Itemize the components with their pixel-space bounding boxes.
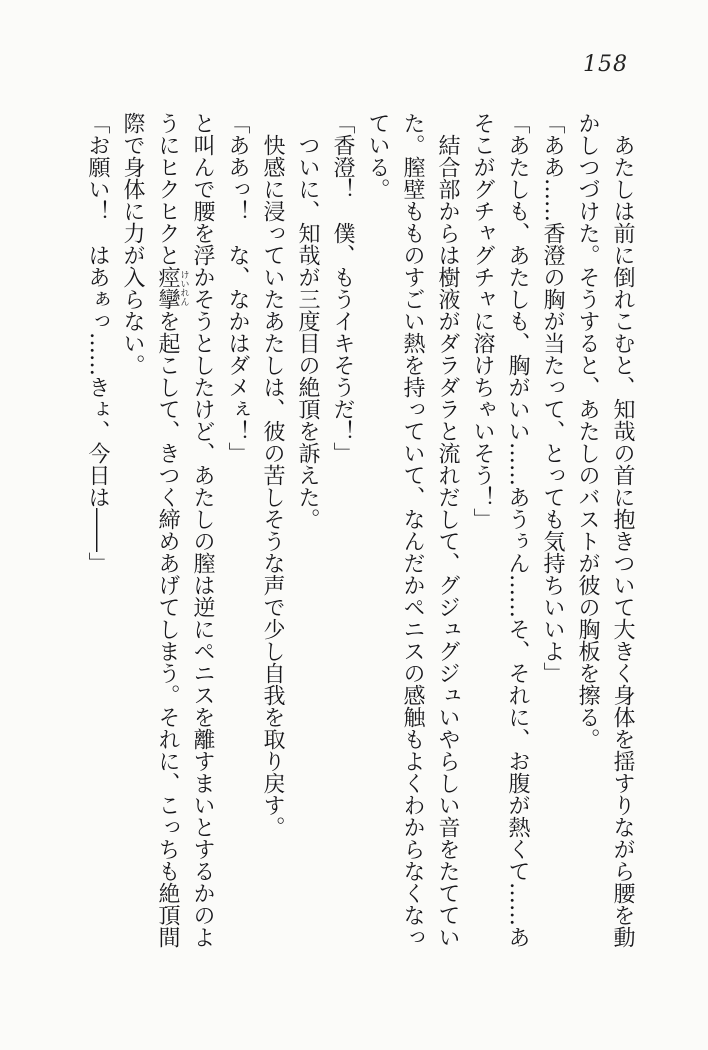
paragraph-narration-4: 快感に浸っていたあたしは、彼の苦しそうな声で少し自我を取り戻す。 xyxy=(260,134,285,838)
page-number: 158 xyxy=(583,52,628,77)
paragraph-dialogue-2: 「あたしも、あたしも、胸がいい……あうぅん……そ、それに、お腹が熱くて……あそこがグチャグチャに溶けちゃいそう！」 xyxy=(470,112,530,948)
paragraph-narration-2: 結合部からは樹液がダラダラと流れだして、グジュグジュいやらしい音をたてていた。膣壁もものすごい熱を持っていて、なんだかペニスの感触もよくわからなくなっている。 xyxy=(365,112,460,948)
ruby-keiren xyxy=(155,266,189,310)
paragraph-narration-3: ついに、知哉が三度目の絶頂を訴えた。 xyxy=(295,134,320,530)
paragraph-dialogue-4: 「ああっ！ な、なかはダメぇ！」 xyxy=(225,112,250,464)
paragraph-narration-5-pre: と叫んで腰を浮かそうとしたけど、あたしの膣は逆にペニスを離すまいとするかのようにヒクヒクと xyxy=(155,112,215,948)
paragraph-narration-1: あたしは前に倒れこむと、知哉の首に抱きついて大きく身体を揺すりながら腰を動かしつづけた。そうすると、あたしのバストが彼の胸板を擦る。 xyxy=(575,112,635,948)
text-block xyxy=(80,112,640,957)
paragraph-dialogue-3: 「香澄！ 僕、もうイキそうだ！」 xyxy=(330,112,355,464)
paragraph-dialogue-5: 「お願い！ はあぁっ……きょ、今日は――」 xyxy=(85,112,110,574)
ruby-keiren-furigana: けいれん xyxy=(178,266,189,310)
paragraph-narration-5-post: を起こして、きつく締めあげてしまう。それに、こっちも絶頂間際で身体に力が入らない。 xyxy=(120,112,180,948)
ruby-keiren-base: 痙攣 xyxy=(155,266,180,310)
paragraph-dialogue-1: 「ああ……香澄の胸が当たって、とっても気持ちいいよ」 xyxy=(540,112,565,684)
paragraph-narration-5 xyxy=(115,112,220,957)
